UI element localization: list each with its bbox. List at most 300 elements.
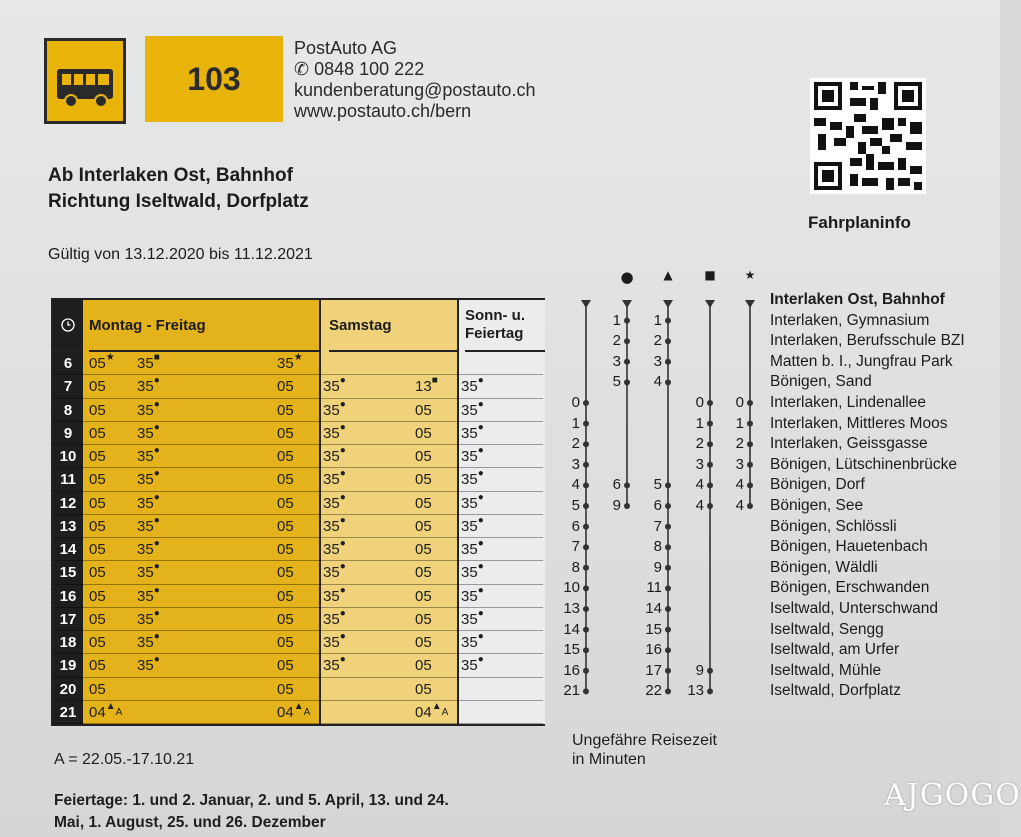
departure-minute: 05: [277, 587, 294, 605]
hour-label: 9: [63, 424, 73, 442]
departure-minute: 05: [415, 564, 432, 582]
travel-time: 7: [571, 538, 580, 556]
departure-minute: 05: [415, 587, 432, 605]
departure-minute: 13: [415, 378, 432, 396]
travel-time: 4: [695, 476, 704, 494]
stop-name: Bönigen, Wäldli: [770, 558, 878, 576]
stop-name: Iseltwald, Sengg: [770, 620, 884, 638]
triangle-icon: ▲: [663, 268, 673, 282]
departure-minute: 35: [137, 401, 154, 419]
stop-name: Interlaken, Lindenallee: [770, 394, 926, 411]
departure-minute: 05: [277, 517, 294, 535]
departure-minute: 05: [415, 680, 432, 698]
travel-time: 5: [571, 497, 580, 514]
stop-dot: [583, 441, 589, 447]
stop-name: Bönigen, Lütschinenbrücke: [770, 455, 957, 473]
dot-icon: ●: [339, 538, 346, 549]
departure-minute: 35: [137, 657, 154, 675]
stop-name: Interlaken Ost, Bahnhof: [770, 291, 945, 308]
departure-minute: 05: [89, 494, 106, 512]
travel-time: 14: [563, 620, 580, 638]
stop-dot: [583, 606, 589, 612]
departure-minute: 35: [323, 471, 340, 489]
departure-minute: 35: [137, 355, 154, 372]
travel-time: 0: [571, 394, 580, 411]
stop-dot: [707, 688, 713, 694]
travel-time-line-1: Ungefähre Reisezeit: [572, 732, 717, 749]
departure-minute: 05: [277, 680, 294, 698]
travel-time: 2: [571, 435, 580, 453]
travel-time: 16: [645, 641, 662, 659]
departure-minute: 35: [461, 378, 478, 396]
departure-minute: 35: [461, 424, 478, 442]
stop-dot: [707, 421, 713, 427]
travel-time: 8: [653, 538, 662, 556]
dot-icon: ●: [339, 445, 346, 456]
hour-label: 19: [59, 657, 77, 675]
stop-dot: [707, 400, 713, 406]
stop-name: Bönigen, Schlössli: [770, 517, 897, 535]
travel-time: 1: [695, 414, 704, 432]
departure-minute: 35: [137, 564, 154, 582]
dot-icon: ●: [339, 375, 346, 387]
stop-dot: [707, 503, 713, 509]
travel-time: 0: [735, 394, 744, 411]
dot-icon: ●: [153, 654, 160, 666]
dot-icon: ●: [339, 584, 346, 596]
dot-icon: ●: [153, 607, 160, 619]
departure-minute: 05: [277, 424, 294, 442]
dot-icon: ●: [339, 631, 346, 642]
travel-time: 16: [563, 661, 580, 679]
dot-icon: ●: [620, 268, 634, 286]
route-start-arrow: [663, 300, 673, 308]
travel-time: 4: [735, 497, 744, 514]
departure-minute: 05: [277, 634, 294, 651]
stop-dot: [747, 421, 753, 427]
dot-icon: ●: [339, 398, 346, 410]
square-icon: ■: [431, 375, 438, 387]
departure-minute: 05: [415, 448, 432, 465]
route-number: 103: [145, 36, 283, 122]
travel-time: 2: [612, 332, 621, 350]
departure-minute: 35: [461, 610, 478, 628]
departure-minute: 05: [89, 517, 106, 535]
dot-icon: ●: [339, 468, 346, 480]
stop-dot: [747, 503, 753, 509]
stop-dot: [583, 482, 589, 488]
stop-name: Iseltwald, am Urfer: [770, 641, 900, 659]
stop-name: Bönigen, Dorf: [770, 476, 865, 494]
stop-dot: [665, 627, 671, 633]
travel-time: 1: [653, 311, 662, 329]
dot-icon: ●: [153, 491, 160, 503]
stop-dot: [747, 482, 753, 488]
hour-label: 7: [63, 378, 73, 396]
departure-minute: 05: [89, 634, 106, 651]
star-icon: ★: [105, 352, 115, 363]
departure-minute: 05: [89, 448, 106, 465]
departure-minute: 35: [137, 610, 154, 628]
weekday-header: Montag - Freitag: [89, 300, 319, 352]
hour-label: 11: [60, 471, 76, 489]
departure-minute: 04: [89, 703, 106, 721]
stop-name: Interlaken, Gymnasium: [770, 311, 930, 329]
departure-minute: 35: [323, 448, 340, 465]
departure-minute: 05: [277, 471, 294, 489]
dot-icon: ●: [477, 514, 484, 526]
dot-icon: ●: [477, 421, 484, 433]
stop-dot: [583, 647, 589, 653]
travel-time: 9: [653, 558, 662, 576]
travel-time: 2: [695, 435, 704, 453]
departure-minute: 05: [415, 471, 432, 489]
dot-icon: ●: [153, 514, 160, 526]
stop-dot: [665, 606, 671, 612]
square-icon: ■: [153, 352, 160, 363]
dot-icon: ●: [339, 491, 346, 503]
dot-icon: ●: [153, 538, 160, 549]
stop-name: Iseltwald, Dorfplatz: [770, 682, 901, 700]
hour-label: 12: [59, 494, 77, 512]
departure-minute: 05: [277, 657, 294, 675]
dot-icon: ●: [153, 398, 160, 410]
dot-icon: ●: [153, 584, 160, 596]
departure-minute: 05: [89, 610, 106, 628]
departure-minute: 35: [461, 634, 478, 651]
season-a-marker: A: [115, 706, 123, 718]
dot-icon: ●: [153, 468, 160, 480]
departure-minute: 05: [277, 541, 294, 558]
company-name: PostAuto AG: [294, 38, 398, 58]
stop-dot: [747, 462, 753, 468]
departure-minute: 04: [415, 703, 432, 721]
travel-time: 3: [653, 352, 662, 370]
dot-icon: ●: [477, 398, 484, 410]
phone-number: 0848 100 222: [314, 59, 425, 79]
email-link[interactable]: kundenberatung@postauto.ch: [294, 80, 536, 100]
dot-icon: ●: [477, 607, 484, 619]
travel-time: 21: [563, 682, 580, 700]
star-icon: ★: [744, 268, 756, 282]
travel-time: 5: [653, 476, 662, 494]
stop-name: Bönigen, Erschwanden: [770, 579, 930, 597]
stop-dot: [583, 544, 589, 550]
departure-minute: 05: [277, 378, 294, 396]
stop-dot: [665, 544, 671, 550]
stop-dot: [665, 503, 671, 509]
stop-dot: [665, 647, 671, 653]
route-start-arrow: [745, 300, 755, 308]
dot-icon: ●: [339, 561, 346, 573]
triangle-icon: ▲: [431, 700, 442, 712]
travel-time: 1: [735, 414, 744, 432]
route-start-arrow: [581, 300, 591, 308]
travel-time: 3: [735, 455, 744, 473]
season-a-marker: A: [303, 706, 311, 718]
travel-time: 3: [612, 352, 621, 370]
stop-name: Bönigen, Sand: [770, 373, 872, 391]
travel-time: 2: [735, 435, 744, 453]
sunday-header-line2: Feiertag: [465, 325, 524, 342]
sunday-header-line1: Sonn- u.: [465, 307, 525, 324]
qr-label: Fahrplaninfo: [808, 213, 911, 232]
departure-minute: 05: [415, 610, 432, 628]
travel-time: 9: [695, 661, 704, 679]
dot-icon: ●: [477, 654, 484, 666]
departure-minute: 35: [461, 657, 478, 675]
departure-minute: 35: [137, 634, 154, 651]
stop-name: Bönigen, Hauetenbach: [770, 538, 928, 556]
travel-time: 9: [612, 497, 621, 514]
departure-minute: 04: [277, 703, 294, 721]
departure-minute: 05: [277, 494, 294, 512]
departure-minute: 35: [461, 587, 478, 605]
departure-minute: 05: [89, 401, 106, 419]
dot-icon: ●: [477, 561, 484, 573]
dot-icon: ●: [477, 468, 484, 480]
travel-time: 4: [735, 476, 744, 494]
holiday-line-2: Mai, 1. August, 25. und 26. Dezember: [54, 814, 326, 831]
departure-minute: 35: [323, 494, 340, 512]
dot-icon: ●: [153, 445, 160, 456]
departure-minute: 35: [461, 517, 478, 535]
stop-name: Iseltwald, Unterschwand: [770, 600, 938, 617]
departure-minute: 05: [89, 564, 106, 582]
stop-dot: [665, 318, 671, 324]
departure-minute: 05: [277, 564, 294, 582]
departure-minute: 35: [461, 471, 478, 489]
stop-name: Iseltwald, Mühle: [770, 661, 882, 679]
stop-dot: [624, 503, 630, 509]
hour-label: 14: [59, 541, 77, 558]
departure-minute: 05: [415, 634, 432, 651]
departure-minute: 05: [89, 541, 106, 558]
stop-dot: [624, 338, 630, 344]
hour-label: 18: [59, 634, 77, 651]
dot-icon: ●: [339, 514, 346, 526]
departure-minute: 35: [137, 471, 154, 489]
stop-dot: [747, 400, 753, 406]
departure-minute: 05: [415, 401, 432, 419]
departure-minute: 35: [277, 355, 294, 372]
departure-minute: 05: [277, 448, 294, 465]
dot-icon: ●: [477, 375, 484, 387]
stop-dot: [624, 379, 630, 385]
travel-time: 15: [645, 620, 662, 638]
travel-time: 6: [653, 497, 662, 514]
stop-dot: [583, 421, 589, 427]
stop-name: Bönigen, See: [770, 497, 864, 514]
departure-minute: 05: [89, 680, 106, 698]
departure-stop: Ab Interlaken Ost, Bahnhof: [48, 165, 293, 186]
departure-minute: 05: [89, 378, 106, 396]
departure-minute: 35: [461, 541, 478, 558]
travel-time: 4: [695, 497, 704, 514]
travel-time: 13: [687, 682, 704, 700]
stop-dot: [583, 400, 589, 406]
travel-time: 10: [563, 579, 580, 597]
stop-dot: [747, 441, 753, 447]
departure-minute: 05: [89, 355, 106, 372]
travel-time: 13: [563, 600, 580, 617]
departure-minute: 35: [461, 564, 478, 582]
dot-icon: ●: [153, 561, 160, 573]
departure-minute: 35: [137, 448, 154, 465]
departure-minute: 35: [461, 494, 478, 512]
stop-dot: [665, 565, 671, 571]
watermark: AJGOGO: [884, 778, 1021, 813]
dot-icon: ●: [153, 375, 160, 387]
departure-minute: 05: [415, 541, 432, 558]
stop-name: Interlaken, Berufsschule BZI: [770, 332, 965, 350]
travel-time: 3: [695, 455, 704, 473]
stop-name: Matten b. I., Jungfrau Park: [770, 352, 953, 370]
stop-dot: [583, 627, 589, 633]
hour-label: 17: [59, 610, 77, 628]
stop-dot: [583, 462, 589, 468]
departure-minute: 05: [89, 587, 106, 605]
travel-time: 1: [571, 414, 580, 432]
departure-minute: 05: [89, 424, 106, 442]
hour-label: 10: [59, 448, 77, 465]
star-icon: ★: [293, 352, 303, 363]
hour-label: 15: [59, 564, 77, 582]
stop-dot: [624, 318, 630, 324]
validity-period: Gültig von 13.12.2020 bis 11.12.2021: [48, 246, 313, 263]
travel-time: 14: [645, 600, 662, 617]
departure-minute: 35: [323, 424, 340, 442]
stop-dot: [707, 441, 713, 447]
departure-minute: 35: [137, 494, 154, 512]
travel-time: 15: [563, 641, 580, 659]
travel-time: 1: [612, 311, 621, 329]
departure-minute: 05: [277, 401, 294, 419]
travel-time: 8: [571, 558, 580, 576]
departure-minute: 35: [323, 587, 340, 605]
stop-dot: [665, 668, 671, 674]
triangle-icon: ▲: [105, 700, 116, 712]
travel-time: 6: [612, 476, 621, 494]
travel-time: 6: [571, 517, 580, 535]
departure-minute: 05: [415, 657, 432, 675]
departure-minute: 35: [137, 541, 154, 558]
dot-icon: ●: [153, 631, 160, 642]
stop-dot: [624, 482, 630, 488]
departure-minute: 35: [323, 517, 340, 535]
travel-time: 0: [695, 394, 704, 411]
travel-time: 5: [612, 373, 621, 391]
season-note-text: A = 22.05.-17.10.21: [54, 751, 195, 768]
hour-label: 8: [63, 401, 73, 419]
season-a-marker: A: [441, 706, 449, 718]
stop-name: Interlaken, Mittleres Moos: [770, 414, 948, 432]
hour-label: 21: [59, 703, 77, 721]
stop-dot: [665, 585, 671, 591]
stop-dot: [665, 338, 671, 344]
travel-time: 7: [653, 517, 662, 535]
departure-minute: 35: [323, 610, 340, 628]
route-start-arrow: [622, 300, 632, 308]
stop-dot: [665, 359, 671, 365]
triangle-icon: ▲: [293, 700, 304, 712]
stop-dot: [665, 688, 671, 694]
dot-icon: ●: [153, 421, 160, 433]
phone-icon: ✆: [294, 59, 315, 79]
departure-minute: 35: [137, 424, 154, 442]
dot-icon: ●: [477, 538, 484, 549]
square-icon: ■: [704, 268, 716, 282]
departure-minute: 05: [415, 424, 432, 442]
stop-dot: [707, 482, 713, 488]
departure-minute: 05: [89, 471, 106, 489]
departure-minute: 05: [415, 517, 432, 535]
stop-dot: [707, 668, 713, 674]
departure-minute: 35: [323, 378, 340, 396]
travel-time: 4: [653, 373, 662, 391]
departure-minute: 05: [89, 657, 106, 675]
stop-dot: [707, 462, 713, 468]
departure-minute: 35: [137, 587, 154, 605]
departure-minute: 35: [323, 657, 340, 675]
travel-time: 2: [653, 332, 662, 350]
departure-minute: 05: [415, 494, 432, 512]
departure-minute: 05: [277, 610, 294, 628]
stop-dot: [665, 379, 671, 385]
stop-dot: [665, 524, 671, 530]
departure-minute: 35: [461, 401, 478, 419]
departure-minute: 35: [323, 401, 340, 419]
stop-dot: [665, 482, 671, 488]
stop-dot: [583, 503, 589, 509]
dot-icon: ●: [477, 631, 484, 642]
stop-dot: [583, 524, 589, 530]
dot-icon: ●: [339, 421, 346, 433]
departure-minute: 35: [461, 448, 478, 465]
stop-dot: [583, 688, 589, 694]
travel-time-line-2: in Minuten: [572, 751, 646, 768]
stop-dot: [624, 359, 630, 365]
dot-icon: ●: [477, 584, 484, 596]
stop-dot: [583, 585, 589, 591]
departure-minute: 35: [323, 564, 340, 582]
travel-time: 3: [571, 455, 580, 473]
dot-icon: ●: [339, 654, 346, 666]
dot-icon: ●: [477, 491, 484, 503]
saturday-header: Samstag: [329, 300, 457, 352]
hour-label: 20: [59, 680, 77, 698]
departure-minute: 35: [323, 634, 340, 651]
stop-name: Interlaken, Geissgasse: [770, 435, 928, 453]
hour-label: 13: [59, 517, 77, 535]
holiday-line-1: Feiertage: 1. und 2. Januar, 2. und 5. April, 13. und 24.: [54, 792, 449, 809]
route-start-arrow: [705, 300, 715, 308]
website-link[interactable]: www.postauto.ch/bern: [294, 101, 472, 121]
departure-minute: 35: [323, 541, 340, 558]
stop-dot: [583, 668, 589, 674]
departure-minute: 35: [137, 517, 154, 535]
hour-label: 16: [59, 587, 77, 605]
travel-time: 17: [645, 661, 662, 679]
direction: Richtung Iseltwald, Dorfplatz: [48, 191, 309, 212]
hour-label: 6: [63, 355, 73, 372]
travel-time: 22: [645, 682, 662, 700]
dot-icon: ●: [477, 445, 484, 456]
stop-dot: [583, 565, 589, 571]
travel-time: 4: [571, 476, 580, 494]
dot-icon: ●: [339, 607, 346, 619]
departure-minute: 35: [137, 378, 154, 396]
